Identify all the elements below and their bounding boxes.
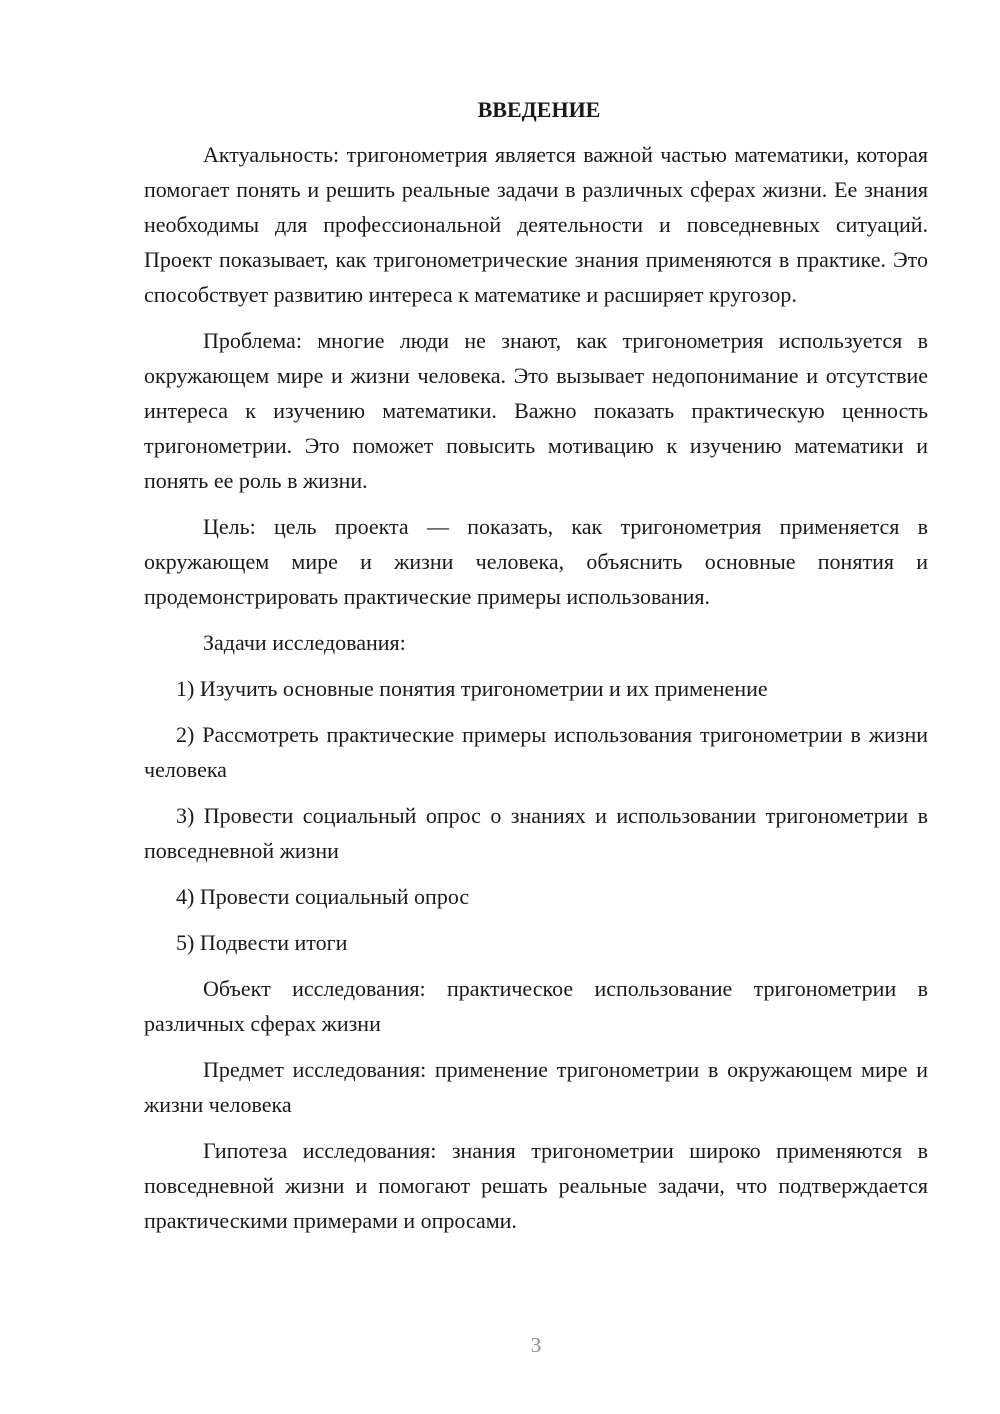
task-item: 2) Рассмотреть практические примеры использования тригонометрии в жизни человека [144,722,928,782]
paragraph-relevance: Актуальность: тригонометрия является важной частью математики, которая помогает понять и решить реальные задачи в различных сферах жизни. Ее знания необходимы для профессиональной деятельности и повседневных ситуаций. Проект показывает, как тригонометрические знания применяются в практике. Это способствует развитию интереса к математике и расширяет кругозор. [144,142,928,307]
task-item: 5) Подвести итоги [176,930,348,955]
task-item: 1) Изучить основные понятия тригонометрии и их применение [176,676,768,701]
paragraph-problem: Проблема: многие люди не знают, как тригонометрия используется в окружающем мире и жизни человека. Это вызывает недопонимание и отсутствие интереса к изучению математики. Важно показать практическую ценность тригонометрии. Это поможет повысить мотивацию к изучению математики и понять ее роль в жизни. [144,328,928,493]
page-number: 3 [530,1333,542,1357]
paragraph-object: Объект исследования: практическое использование тригонометрии в различных сферах жизни [144,976,928,1036]
paragraph-tasks-heading: Задачи исследования: [203,630,406,655]
document-body [144,92,928,1249]
section-heading: ВВЕДЕНИЕ [477,97,601,122]
paragraph-goal: Цель: цель проекта — показать, как тригонометрия применяется в окружающем мире и жизни человека, объяснить основные понятия и продемонстрировать практические примеры использования. [144,514,928,609]
paragraph-hypothesis: Гипотеза исследования: знания тригонометрии широко применяются в повседневной жизни и помогают решать реальные задачи, что подтверждается практическими примерами и опросами. [144,1138,928,1233]
task-item: 3) Провести социальный опрос о знаниях и использовании тригонометрии в повседневной жизни [144,803,928,863]
paragraph-subject: Предмет исследования: применение тригонометрии в окружающем мире и жизни человека [144,1057,928,1117]
task-item: 4) Провести социальный опрос [176,884,470,909]
